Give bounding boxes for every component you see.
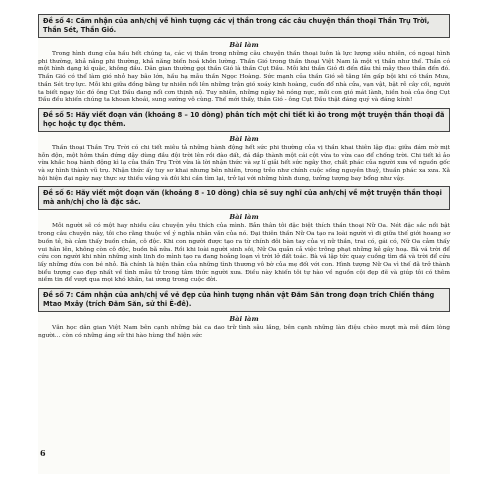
answer-heading: Bài làm (229, 213, 259, 222)
essay-section-4 (38, 14, 450, 105)
document-page (38, 14, 450, 474)
answer-paragraph: Mỗi người sẽ có một hay nhiều câu chuyện yêu thích của mình. Bản thân tôi đặc biệt thích thần thoại Nữ Oa. Nét đặc sắc nổi bật trong câu chuyện này, tôi cho rằng thuộc về ý nghĩa nhân văn của nó. Đại thiên thần Nữ Oa tạo ra loài người vì đi giữa thế giới hoang sơ buồn tẻ, bà cảm thấy buồn chán, cô độc. Khi con người được tạo ra từ chính đôi bàn tay của vị nữ thần, trai có, gái có, Nữ Oa cảm thấy vui hân lên, không còn cô độc, buồn bã nữa. Rồi khi loài người sinh sôi, Nữ Oa quản cả việc trông phạt những kẻ gây hoạ. Bà vá trời để cứu con người khi nhìn những sinh linh do mình tạo ra đang hoảng loạn vì trời lở đất toác. Bà vá lập tức quay cuồng tìm đá và trời để cứu lấy những đứa con bé nhỏ. Bà chính là hiện thân của những tình thương vô bờ của mẹ đối với con. Hình tượng Nữ Oa vì thế đã trở thành biểu tượng cao đẹp nhất về tình mẫu tử trong tâm thức người xưa. Điều này khiến tôi tự hào về nguồn cội đẹp đẽ và giúp tôi có thêm niềm tin để vượt qua mọi khó khăn, tai ương trong cuộc đời. (38, 223, 450, 284)
answer-heading: Bài làm (229, 134, 259, 143)
essay-section-6 (38, 186, 450, 285)
essay-prompt: Đề số 4: Cảm nhận của anh/chị về hình tượng các vị thần trong các câu chuyện thần thoại Thần Trụ Trời, Thần Sét, Thần Gió. (38, 14, 450, 38)
answer-paragraph: Thần thoại Thần Trụ Trời có chi tiết miêu tả những hành động hết sức phi thường của vị thần khai thiên lập địa: giữa đám mờ mịt hỗn độn, một hôm thần đứng dậy dùng đầu đội trời lên rồi đào đất, đá đắp thành một cái cột vừa to vừa cao để chống trời. Chi tiết kì ảo vừa khắc hoạ hành động kì lạ của thần Trụ Trời vừa là lời nhận thức và sự lí giải hết sức ngây thơ, chất phác của người xưa về nguồn gốc và sự hình thành vũ trụ. Nhận thức ấy tuy sơ khai nhưng bên nhiên, trong trẻo như chính cuộc sống nguyên thuỷ, thuần phác xa xưa. Xã hội hiện đại ngày nay thực sự thiếu vắng và đôi khi cần tìm lại, trở lại với những hình dung, tưởng tượng bay bổng như vậy. (38, 144, 450, 182)
essay-prompt: Đề số 6: Hãy viết một đoạn văn (khoảng 8 - 10 dòng) chia sẻ suy nghĩ của anh/chị về một truyện thần thoại mà anh/chị cho là đặc sắc. (38, 186, 450, 210)
answer-paragraph: Văn học dân gian Việt Nam bên cạnh những bài ca dao trữ tình sâu lắng, bên cạnh những làn điệu chèo mượt mà mê đắm lòng người... còn có những áng sử thi hào hùng thể hiện sức (38, 325, 450, 339)
answer-heading: Bài làm (229, 315, 259, 324)
essay-section-5 (38, 108, 450, 184)
page-number: 6 (40, 448, 46, 458)
essay-prompt: Đề số 5: Hãy viết đoạn văn (khoảng 8 – 10 dòng) phân tích một chi tiết kì ảo trong một truyện thần thoại đã học hoặc tự đọc thêm. (38, 108, 450, 132)
essay-section-7 (38, 288, 450, 340)
answer-heading: Bài làm (229, 41, 259, 49)
essay-prompt: Đề số 7: Cảm nhận của anh/chị về vẻ đẹp của hình tượng nhân vật Đăm Săn trong đoạn trích Chiến thắng Mtao Mxây (trích Đăm Săn, sử thi Ê-đê). (38, 288, 450, 312)
answer-paragraph: Trong hình dung của hầu hết chúng ta, các vị thần trong những câu chuyện thần thoại luôn là lực lượng siêu nhiên, có ngoại hình phi thường, khả năng phi thường, khả năng biến hoá khôn lường. Thần Gió trong thần thoại Việt Nam là một vị thần như thế. Thần có một hình dạng kì quặc, không đầu. Dân gian thường gọi thần Gió là thần Cụt Đầu. Mỗi khi thần Gió đi đến đâu thì mây theo thần đến đó. Thần Gió có thể làm gió nhỏ hay bão lớn, hầu hạ mẫu thần Ngọc Hoàng. Sức mạnh của thần Gió sẽ tăng lên gấp bội khi có thần Mưa, thần Sét trợ lực. Mỗi khi giữa đồng bằng tự nhiên nổi lên những trận gió xoáy kinh hoàng, cuốn đổ nhà cửa, vạn vật, bật rễ cây cối, người ta biết ngay lúc đó ông Cụt Đầu đang nổi cơn thịnh nộ. Tuy nhiên, những ngày hè nóng nực, mỗi con gió mát lành, hiền hoà của ông Cụt Đầu đều khiến chúng ta khoan khoái, sung sướng vô cùng. Thế mới thấy, thần Gió - ông Cụt Đầu thật đáng quý và đáng kính! (38, 51, 450, 104)
